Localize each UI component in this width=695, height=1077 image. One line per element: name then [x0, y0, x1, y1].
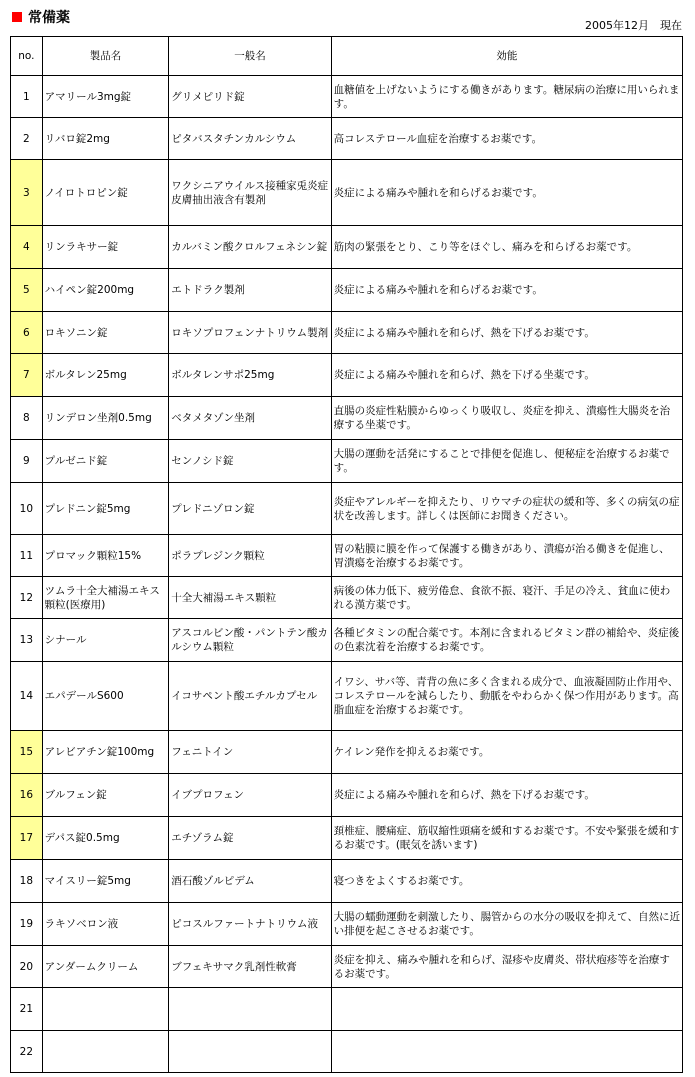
date-label: 2005年12月 現在: [585, 19, 682, 32]
generic-name-cell: [169, 988, 331, 1031]
row-number: 3: [11, 160, 43, 226]
table-row: [11, 440, 683, 483]
table-row: [11, 483, 683, 535]
row-number: 11: [11, 535, 43, 577]
effect-cell: 高コレステロール血症を治療するお薬です。: [331, 118, 682, 160]
effect-cell: 炎症を抑え、痛みや腫れを和らげ、湿疹や皮膚炎、帯状疱疹等を治療するお薬です。: [331, 946, 682, 988]
effect-cell: [331, 988, 682, 1031]
generic-name-cell: プレドニゾロン錠: [169, 483, 331, 535]
table-row: [11, 619, 683, 662]
table-row: [11, 354, 683, 397]
row-number: 16: [11, 774, 43, 817]
generic-name-cell: イブプロフェン: [169, 774, 331, 817]
product-name-cell: プルゼニド錠: [42, 440, 169, 483]
generic-name-cell: アスコルビン酸・パントテン酸カルシウム顆粒: [169, 619, 331, 662]
effect-cell: 大腸の運動を活発にすることで排便を促進し、便秘症を治療するお薬です。: [331, 440, 682, 483]
table-row: [11, 817, 683, 860]
effect-cell: 頚椎症、腰痛症、筋収縮性頭痛を緩和するお薬です。不安や緊張を緩和するお薬です。(眠気を誘います): [331, 817, 682, 860]
table-row: [11, 535, 683, 577]
table-row: [11, 160, 683, 226]
row-number: 14: [11, 662, 43, 731]
row-number: 21: [11, 988, 43, 1031]
effect-cell: [331, 1031, 682, 1073]
row-number: 13: [11, 619, 43, 662]
effect-cell: ケイレン発作を抑えるお薬です。: [331, 731, 682, 774]
generic-name-cell: ボルタレンサポ25mg: [169, 354, 331, 397]
table-row: [11, 988, 683, 1031]
generic-name-cell: ポラプレジンク顆粒: [169, 535, 331, 577]
effect-cell: 寝つきをよくするお薬です。: [331, 860, 682, 903]
product-name-cell: リンデロン坐剤0.5mg: [42, 397, 169, 440]
product-name-cell: エパデールS600: [42, 662, 169, 731]
generic-name-cell: ピコスルファートナトリウム液: [169, 903, 331, 946]
effect-cell: 炎症やアレルギーを抑えたり、リウマチの症状の緩和等、多くの病気の症状を改善します。詳しくは医師にお聞きください。: [331, 483, 682, 535]
row-number: 20: [11, 946, 43, 988]
product-name-cell: プレドニン錠5mg: [42, 483, 169, 535]
effect-cell: 炎症による痛みや腫れを和らげ、熱を下げる坐薬です。: [331, 354, 682, 397]
row-number: 22: [11, 1031, 43, 1073]
generic-name-cell: ピタバスタチンカルシウム: [169, 118, 331, 160]
generic-name-cell: ロキソプロフェンナトリウム製剤: [169, 312, 331, 354]
table-row: [11, 118, 683, 160]
table-row: [11, 226, 683, 269]
effect-cell: 各種ビタミンの配合薬です。本剤に含まれるビタミン群の補給や、炎症後の色素沈着を治療するお薬です。: [331, 619, 682, 662]
row-number: 2: [11, 118, 43, 160]
row-number: 7: [11, 354, 43, 397]
product-name-cell: ハイペン錠200mg: [42, 269, 169, 312]
row-number: 1: [11, 76, 43, 118]
effect-cell: 大腸の蠕動運動を刺激したり、腸管からの水分の吸収を抑えて、自然に近い排便を起こさせるお薬です。: [331, 903, 682, 946]
effect-cell: 炎症による痛みや腫れを和らげるお薬です。: [331, 269, 682, 312]
row-number: 10: [11, 483, 43, 535]
effect-cell: 胃の粘膜に膜を作って保護する働きがあり、潰瘍が治る働きを促進し、胃潰瘍を治療するお薬です。: [331, 535, 682, 577]
table-row: [11, 903, 683, 946]
medicine-table: [10, 36, 683, 1073]
product-name-cell: アレビアチン錠100mg: [42, 731, 169, 774]
generic-name-cell: カルバミン酸クロルフェネシン錠: [169, 226, 331, 269]
product-name-cell: [42, 988, 169, 1031]
table-row: [11, 731, 683, 774]
product-name-cell: ツムラ十全大補湯エキス顆粒(医療用): [42, 577, 169, 619]
effect-cell: 直腸の炎症性粘膜からゆっくり吸収し、炎症を抑え、潰瘍性大腸炎を治療する坐薬です。: [331, 397, 682, 440]
row-number: 19: [11, 903, 43, 946]
table-row: [11, 946, 683, 988]
effect-cell: 病後の体力低下、疲労倦怠、食欲不振、寝汗、手足の冷え、貧血に使われる漢方薬です。: [331, 577, 682, 619]
table-body: [11, 76, 683, 1073]
generic-name-cell: ブフェキサマク乳剤性軟膏: [169, 946, 331, 988]
table-row: [11, 860, 683, 903]
product-name-cell: ブルフェン錠: [42, 774, 169, 817]
table-row: [11, 397, 683, 440]
row-number: 8: [11, 397, 43, 440]
row-number: 5: [11, 269, 43, 312]
row-number: 18: [11, 860, 43, 903]
header-no: no.: [11, 37, 43, 76]
product-name-cell: リンラキサー錠: [42, 226, 169, 269]
table-row: [11, 577, 683, 619]
table-row: [11, 774, 683, 817]
product-name-cell: アンダームクリーム: [42, 946, 169, 988]
table-header-row: [11, 37, 683, 76]
generic-name-cell: 十全大補湯エキス顆粒: [169, 577, 331, 619]
row-number: 12: [11, 577, 43, 619]
header-effect: 効能: [331, 37, 682, 76]
effect-cell: 炎症による痛みや腫れを和らげ、熱を下げるお薬です。: [331, 312, 682, 354]
product-name-cell: デパス錠0.5mg: [42, 817, 169, 860]
table-row: [11, 76, 683, 118]
product-name-cell: [42, 1031, 169, 1073]
row-number: 17: [11, 817, 43, 860]
table-row: [11, 312, 683, 354]
page-title: 常備薬: [28, 10, 70, 26]
generic-name-cell: エチゾラム錠: [169, 817, 331, 860]
product-name-cell: リバロ錠2mg: [42, 118, 169, 160]
effect-cell: 炎症による痛みや腫れを和らげるお薬です。: [331, 160, 682, 226]
generic-name-cell: エトドラク製剤: [169, 269, 331, 312]
generic-name-cell: ワクシニアウイルス接種家兎炎症皮膚抽出液含有製剤: [169, 160, 331, 226]
row-number: 15: [11, 731, 43, 774]
generic-name-cell: イコサペント酸エチルカプセル: [169, 662, 331, 731]
product-name-cell: アマリール3mg錠: [42, 76, 169, 118]
row-number: 6: [11, 312, 43, 354]
row-number: 4: [11, 226, 43, 269]
effect-cell: イワシ、サバ等、青背の魚に多く含まれる成分で、血液凝固防止作用や、コレステロールを減らしたり、動脈をやわらかく保つ作用があります。高脂血症を治療するお薬です。: [331, 662, 682, 731]
product-name-cell: ロキソニン錠: [42, 312, 169, 354]
red-square-icon: [12, 12, 22, 22]
header-generic-name: 一般名: [169, 37, 331, 76]
row-number: 9: [11, 440, 43, 483]
effect-cell: 炎症による痛みや腫れを和らげ、熱を下げるお薬です。: [331, 774, 682, 817]
generic-name-cell: ベタメタゾン坐剤: [169, 397, 331, 440]
table-row: [11, 1031, 683, 1073]
effect-cell: 血糖値を上げないようにする働きがあります。糖尿病の治療に用いられます。: [331, 76, 682, 118]
generic-name-cell: [169, 1031, 331, 1073]
product-name-cell: シナール: [42, 619, 169, 662]
product-name-cell: マイスリー錠5mg: [42, 860, 169, 903]
product-name-cell: プロマック顆粒15%: [42, 535, 169, 577]
table-row: [11, 662, 683, 731]
table-row: [11, 269, 683, 312]
product-name-cell: ボルタレン25mg: [42, 354, 169, 397]
generic-name-cell: グリメピリド錠: [169, 76, 331, 118]
product-name-cell: ノイロトロピン錠: [42, 160, 169, 226]
effect-cell: 筋肉の緊張をとり、こり等をほぐし、痛みを和らげるお薬です。: [331, 226, 682, 269]
generic-name-cell: 酒石酸ゾルピデム: [169, 860, 331, 903]
product-name-cell: ラキソベロン液: [42, 903, 169, 946]
header-product-name: 製品名: [42, 37, 169, 76]
title-area: [12, 8, 682, 28]
generic-name-cell: フェニトイン: [169, 731, 331, 774]
generic-name-cell: センノシド錠: [169, 440, 331, 483]
